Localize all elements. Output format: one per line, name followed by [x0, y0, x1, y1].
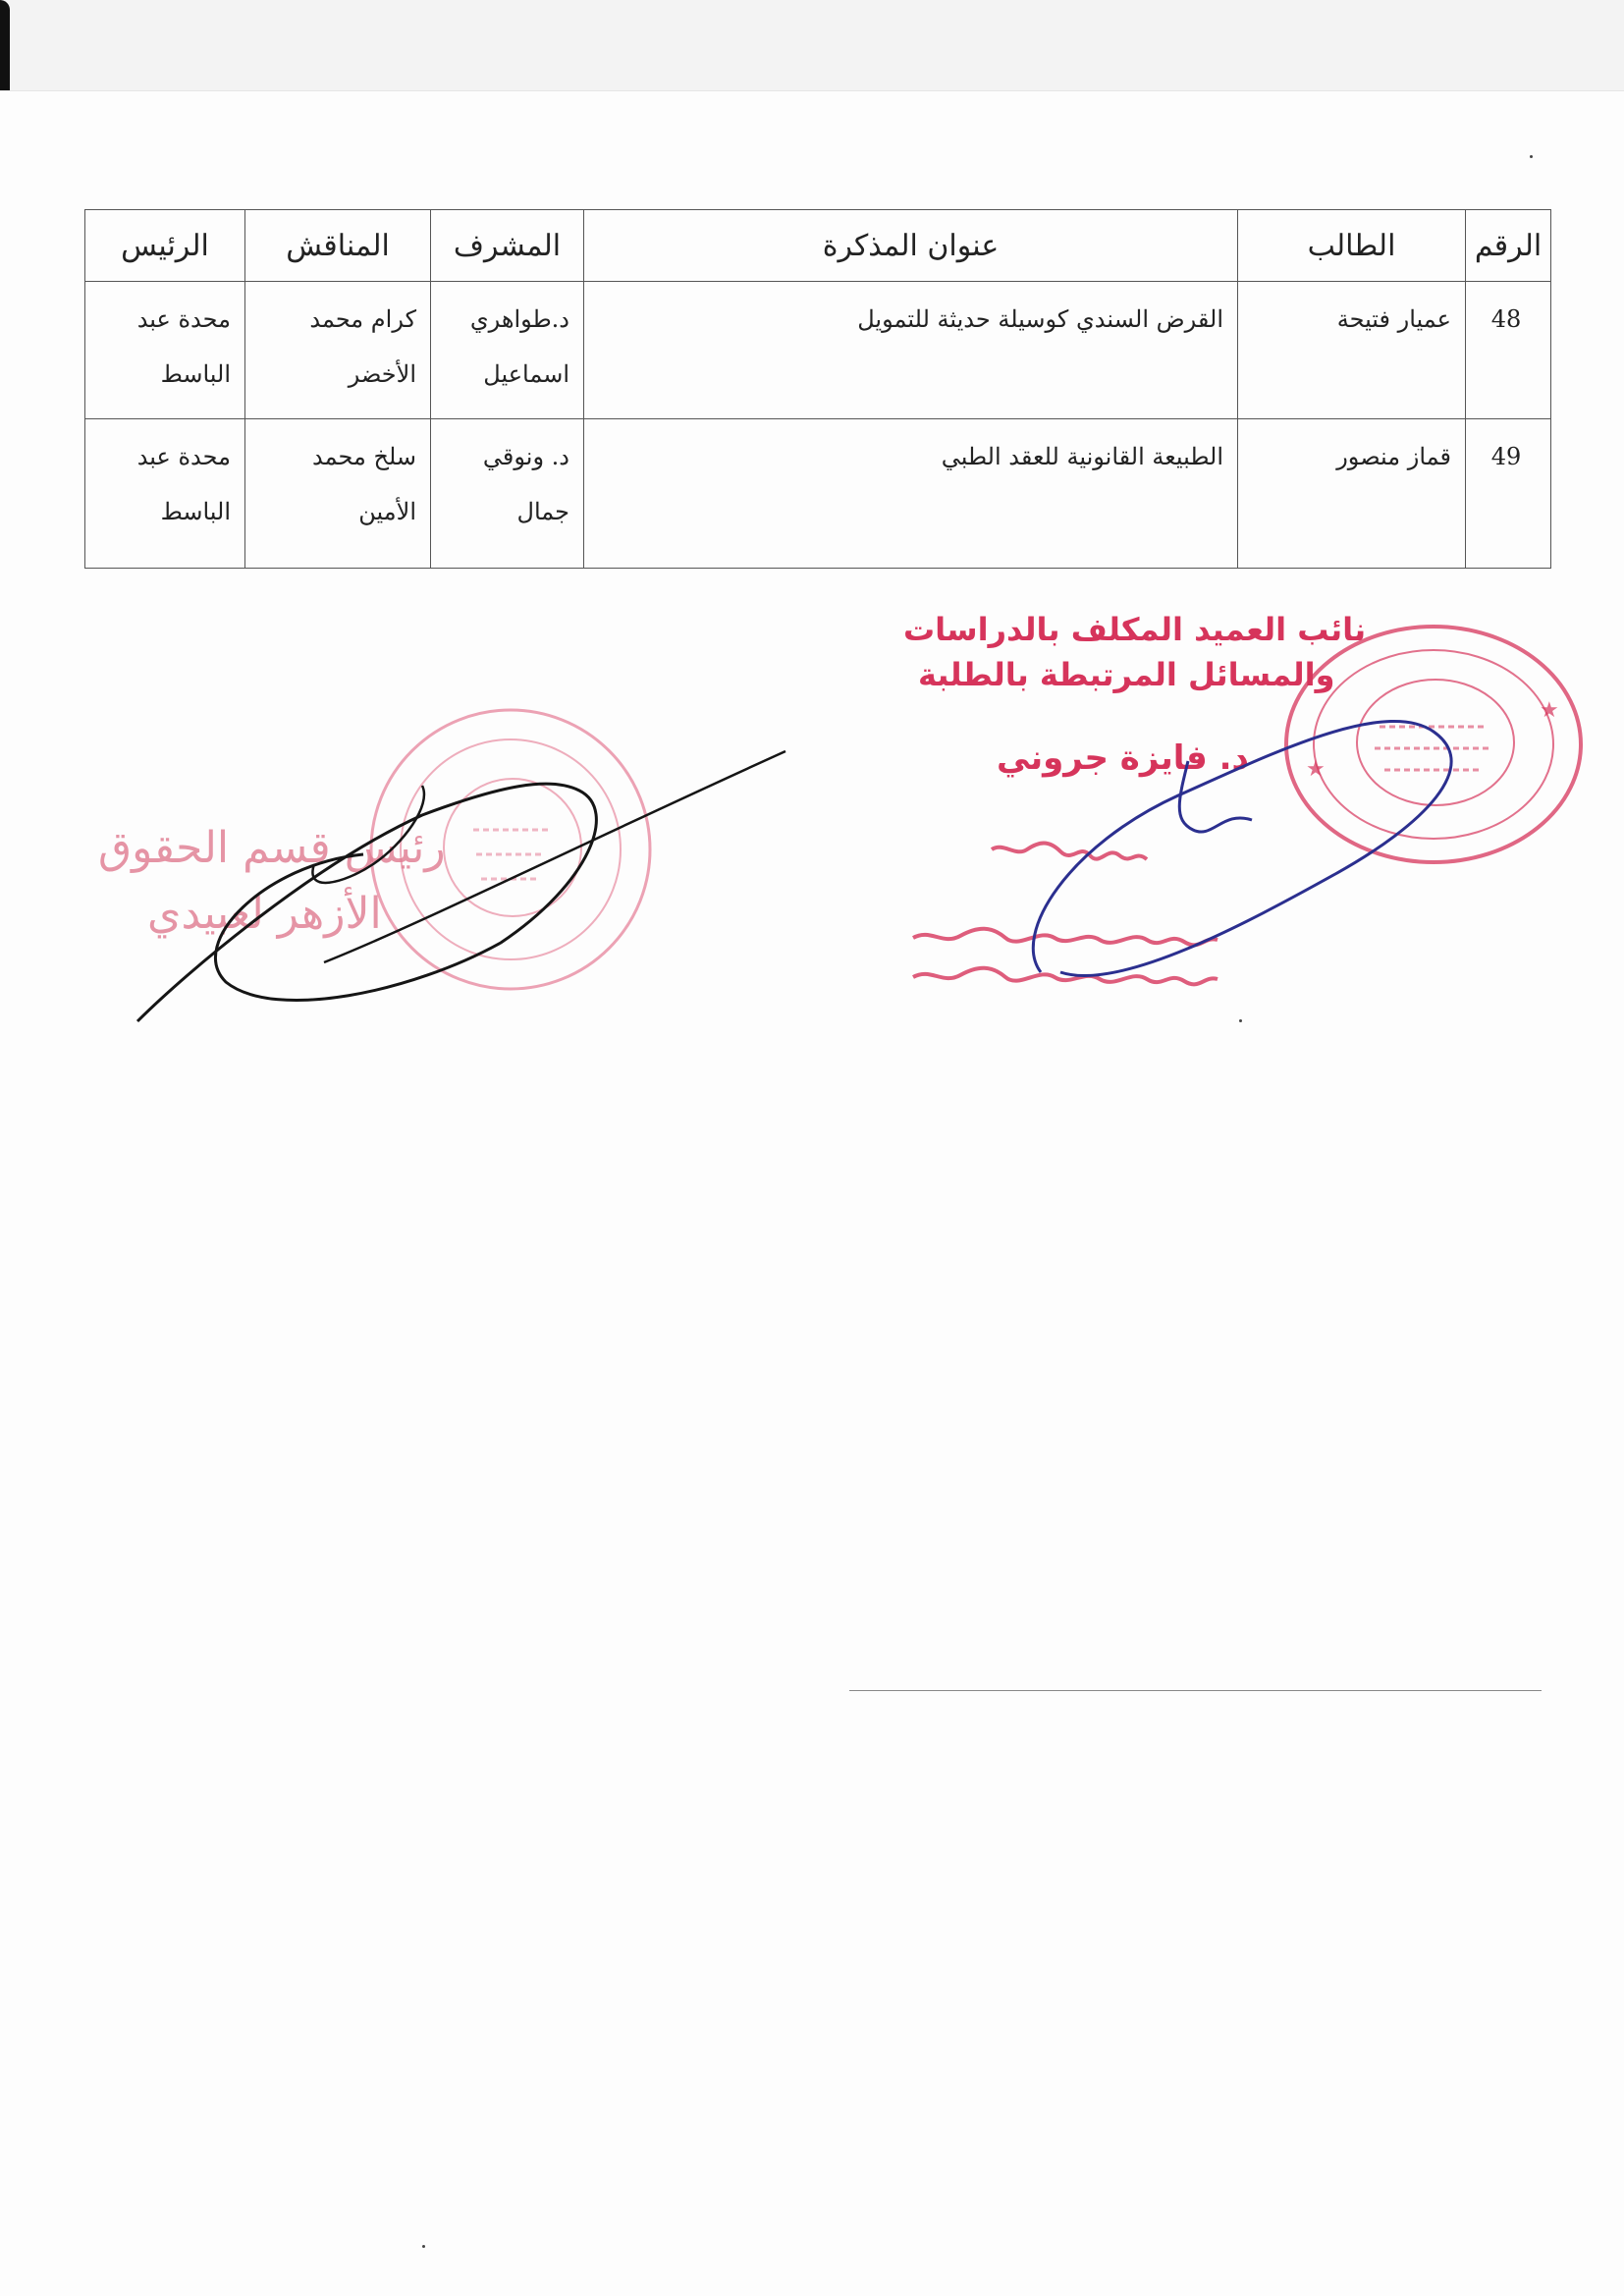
- examiner-name: [245, 282, 431, 419]
- department-head-title: رئيس قسم الحقوق: [98, 823, 446, 873]
- supervisor-line: د. ونوقي: [482, 443, 569, 470]
- dean-signature: [1011, 678, 1483, 992]
- header-examiner: المناقش: [245, 210, 431, 282]
- supervisor-line: اسماعيل: [483, 360, 569, 388]
- dean-title-line-2: والمسائل المرتبطة بالطلبة: [918, 656, 1335, 693]
- department-head-name: الأزهر لعبيدي: [147, 889, 382, 939]
- row-number: 49: [1466, 419, 1551, 569]
- president-line: الباسط: [160, 498, 231, 525]
- scan-line-artifact: [849, 1690, 1542, 1691]
- table-row: [85, 419, 1551, 569]
- scan-dot: [1239, 1019, 1242, 1022]
- examiner-line: كرام محمد: [309, 305, 416, 333]
- president-line: محدة عبد: [136, 443, 231, 470]
- president-line: الباسط: [160, 360, 231, 388]
- header-number: الرقم: [1466, 210, 1551, 282]
- supervisor-line: جمال: [516, 498, 569, 525]
- table-row: [85, 282, 1551, 419]
- examiner-line: سلخ محمد: [312, 443, 416, 470]
- svg-text:★: ★: [1540, 698, 1559, 723]
- header-supervisor: المشرف: [431, 210, 584, 282]
- president-name: [85, 419, 245, 569]
- table-header-row: [85, 210, 1551, 282]
- department-head-signature: [128, 746, 795, 1041]
- header-student: الطالب: [1238, 210, 1466, 282]
- examiner-line: الأمين: [358, 498, 416, 525]
- dean-name: د. فايزة جروني: [997, 738, 1250, 778]
- student-name: قماز منصور: [1238, 419, 1466, 569]
- thesis-table: [84, 209, 1551, 569]
- scan-dot: [422, 2245, 425, 2248]
- header-title: عنوان المذكرة: [584, 210, 1238, 282]
- examiner-line: الأخضر: [348, 360, 416, 388]
- scan-top-edge: [0, 0, 1624, 91]
- supervisor-name: [431, 282, 584, 419]
- president-line: محدة عبد: [136, 305, 231, 333]
- thesis-title: الطبيعة القانونية للعقد الطبي: [584, 419, 1238, 569]
- scan-dot: [1530, 155, 1533, 158]
- student-name: عميار فتيحة: [1238, 282, 1466, 419]
- header-president: الرئيس: [85, 210, 245, 282]
- row-number: 48: [1466, 282, 1551, 419]
- thesis-title: القرض السندي كوسيلة حديثة للتمويل: [584, 282, 1238, 419]
- dean-title-line-1: نائب العميد المكلف بالدراسات: [903, 611, 1367, 648]
- supervisor-line: د.طواهري: [469, 305, 569, 333]
- supervisor-name: [431, 419, 584, 569]
- president-name: [85, 282, 245, 419]
- svg-text:★: ★: [1306, 757, 1326, 782]
- examiner-name: [245, 419, 431, 569]
- scan-corner: [0, 0, 10, 90]
